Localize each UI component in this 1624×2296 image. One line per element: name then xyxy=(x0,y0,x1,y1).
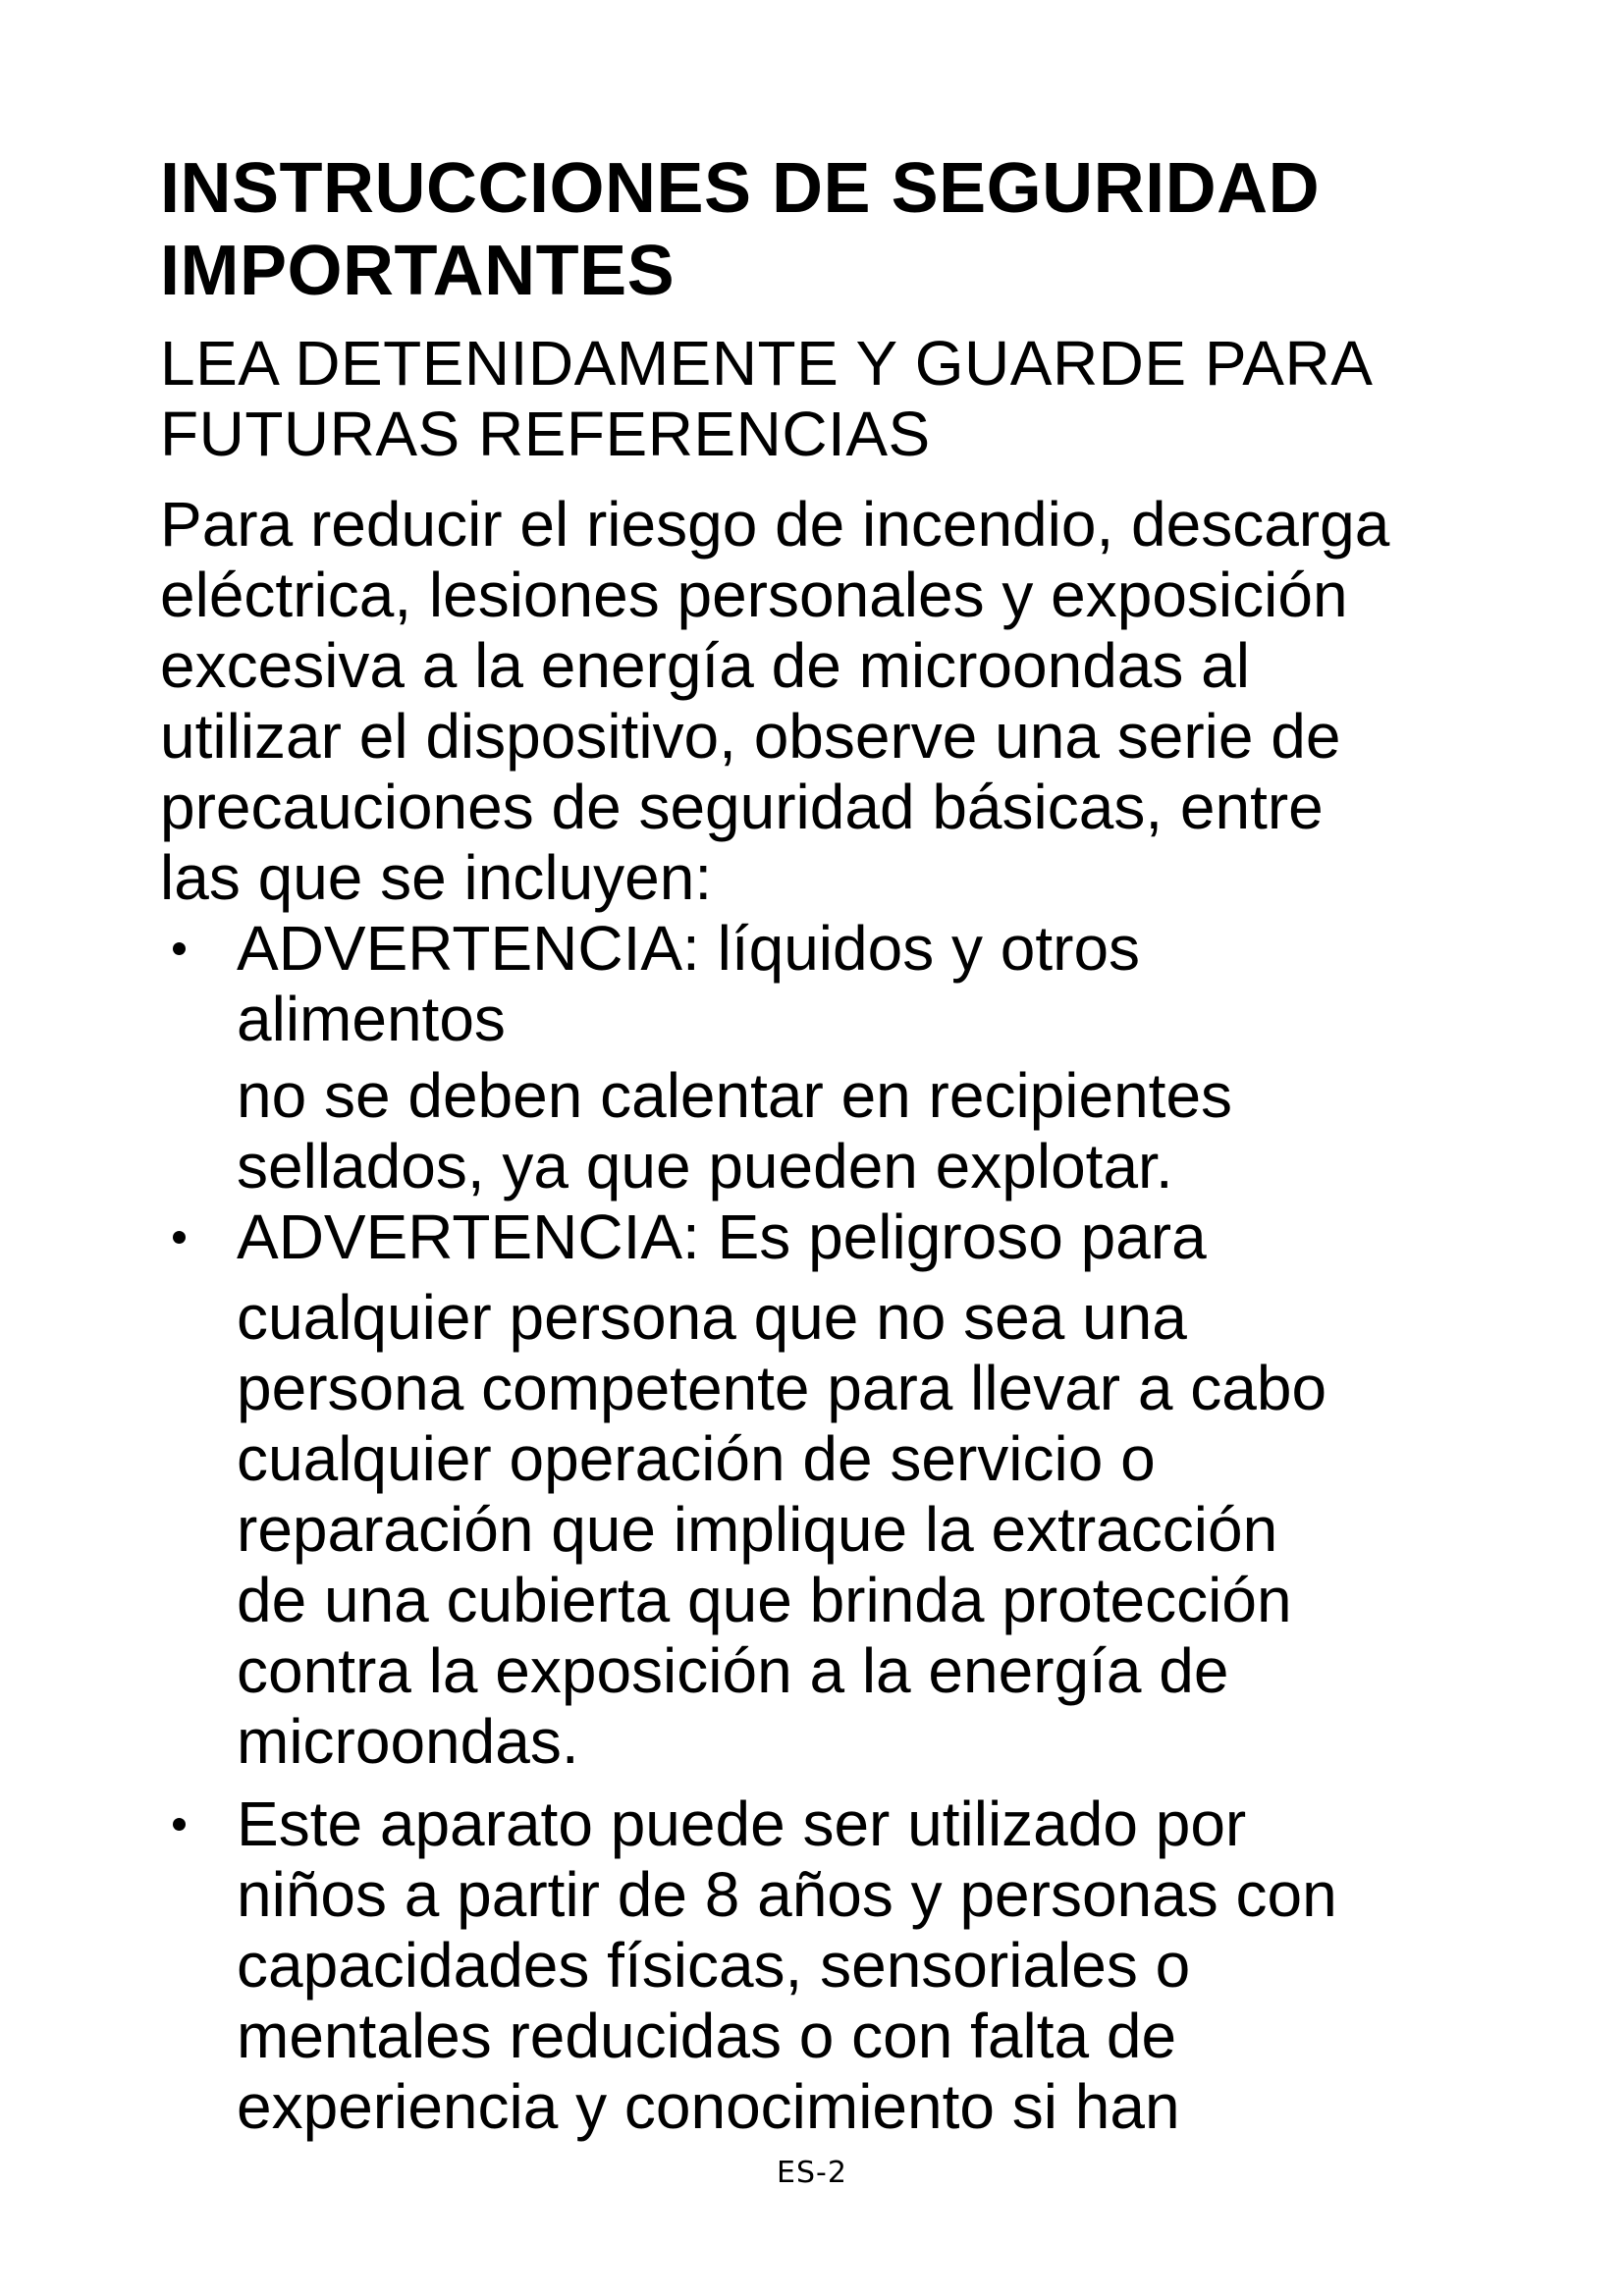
page-content xyxy=(160,147,1535,2142)
bullet-line: contra la exposición a la energía de xyxy=(237,1635,1229,1706)
subtitle-line: FUTURAS REFERENCIAS xyxy=(160,399,931,469)
bullet-line: persona competente para llevar a cabo xyxy=(237,1353,1327,1423)
bullet-dot-icon xyxy=(173,1231,186,1244)
bullet-line: cualquier persona que no sea una xyxy=(237,1282,1187,1353)
bullet-line: capacidades físicas, sensoriales o xyxy=(237,1930,1191,2001)
intro-line: eléctrica, lesiones personales y exposición xyxy=(160,560,1348,630)
list-item xyxy=(160,913,1535,1201)
bullet-line: experiencia y conocimiento si han xyxy=(237,2071,1180,2142)
page-number: ES-2 xyxy=(777,2156,847,2190)
page-title xyxy=(160,147,1535,312)
bullet-line: reparación que implique la extracción xyxy=(237,1494,1278,1565)
bullet-dot-icon xyxy=(173,1818,186,1831)
bullet-line: de una cubierta que brinda protección xyxy=(237,1565,1292,1635)
title-line: INSTRUCCIONES DE SEGURIDAD xyxy=(160,149,1321,228)
intro-line: utilizar el dispositivo, observe una serie de xyxy=(160,701,1341,772)
bullet-line: ADVERTENCIA: Es peligroso para xyxy=(237,1201,1207,1272)
intro-line: Para reducir el riesgo de incendio, descarga xyxy=(160,489,1390,560)
bullet-line: sellados, ya que pueden explotar. xyxy=(237,1131,1173,1201)
bullet-line: niños a partir de 8 años y personas con xyxy=(237,1859,1337,1930)
bullet-line: no se deben calentar en recipientes xyxy=(237,1060,1233,1131)
intro-line: precauciones de seguridad básicas, entre xyxy=(160,772,1324,842)
intro-paragraph xyxy=(160,489,1535,913)
intro-line: excesiva a la energía de microondas al xyxy=(160,630,1250,701)
title-line: IMPORTANTES xyxy=(160,232,676,310)
bullet-line: microondas. xyxy=(237,1706,579,1777)
intro-line: las que se incluyen: xyxy=(160,842,713,913)
bullet-line: mentales reducidas o con falta de xyxy=(237,2001,1177,2071)
bullet-line: alimentos xyxy=(237,984,506,1054)
safety-bullet-list xyxy=(160,913,1535,2142)
bullet-line: cualquier operación de servicio o xyxy=(237,1423,1156,1494)
list-item xyxy=(160,1201,1535,1777)
bullet-line: Este aparato puede ser utilizado por xyxy=(237,1789,1247,1859)
list-item xyxy=(160,1789,1535,2142)
subtitle-line: LEA DETENIDAMENTE Y GUARDE PARA xyxy=(160,328,1374,399)
bullet-line: ADVERTENCIA: líquidos y otros xyxy=(237,913,1141,984)
bullet-dot-icon xyxy=(173,942,186,955)
page-subtitle xyxy=(160,328,1535,469)
